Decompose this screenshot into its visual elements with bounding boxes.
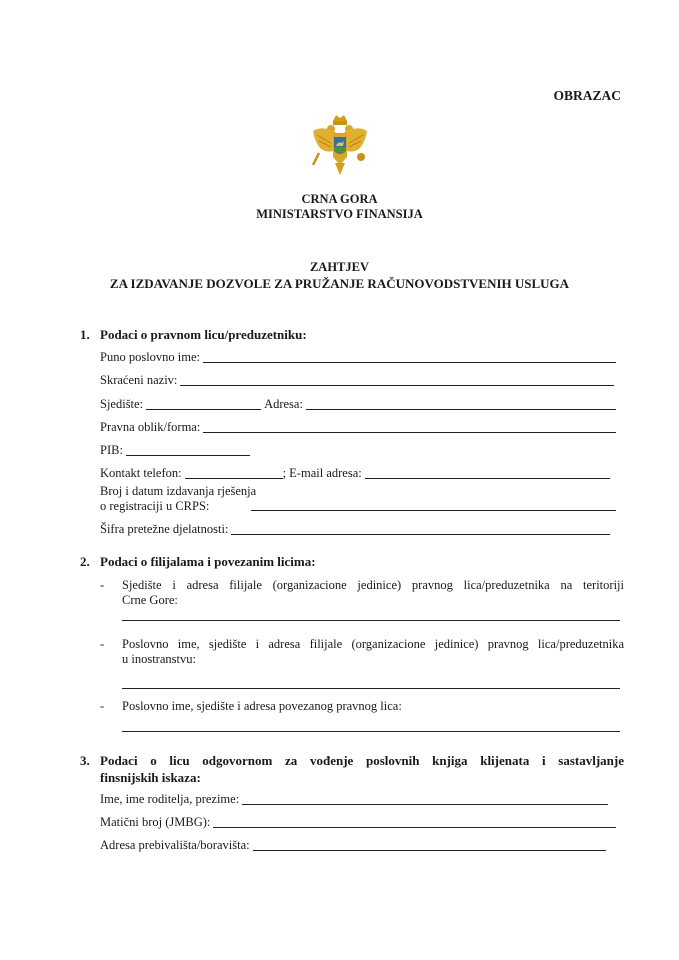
legal-form-label: Pravna oblik/forma: [100, 420, 201, 434]
full-name-input[interactable] [203, 350, 616, 363]
legal-form-input[interactable] [203, 420, 616, 433]
activity-code-field[interactable] [100, 522, 610, 537]
phone-label: Kontakt telefon: [100, 466, 182, 480]
section-2-number: 2. [80, 554, 90, 569]
pib-label: PIB: [100, 443, 123, 457]
crps-label-line1: Broj i datum izdavanja rješenja [100, 484, 257, 498]
short-name-field[interactable] [100, 373, 614, 388]
crps-input[interactable] [251, 510, 616, 511]
pib-input[interactable] [126, 443, 250, 456]
section-1-number: 1. [80, 327, 90, 342]
phone-input[interactable] [185, 466, 283, 479]
address-label: Adresa: [264, 397, 303, 411]
email-label: ; E-mail adresa: [282, 466, 362, 480]
section-1-title: Podaci o pravnom licu/preduzetniku: [100, 327, 307, 342]
bullet-dash: - [100, 578, 105, 592]
seat-address-row [100, 397, 616, 412]
branch-foreign-input[interactable] [122, 688, 620, 689]
branch-domestic-text-line1: Sjedište i adresa filijale (organizacione jedinice) pravnog lica/preduzetnika na teritoriji [122, 578, 624, 592]
activity-code-input[interactable] [231, 522, 610, 535]
document-subtitle: ZA IZDAVANJE DOZVOLE ZA PRUŽANJE RAČUNOVODSTVENIH USLUGA [109, 276, 570, 291]
full-name-field[interactable] [100, 350, 616, 365]
bullet-dash: - [100, 637, 105, 651]
branch-foreign-text-line2: u inostranstvu: [122, 652, 196, 666]
related-entity-item [100, 699, 624, 715]
branch-domestic-text-line2: Crne Gore: [122, 593, 178, 607]
bullet-dash: - [100, 699, 105, 713]
form-label: OBRAZAC [553, 88, 621, 103]
seat-label: Sjedište: [100, 397, 144, 411]
pib-field[interactable] [100, 443, 250, 458]
document-title: ZAHTJEV [309, 260, 370, 274]
jmbg-field[interactable] [100, 815, 616, 830]
address-input[interactable] [306, 397, 616, 410]
residence-address-label: Adresa prebivališta/boravišta: [100, 838, 250, 852]
branch-domestic-input[interactable] [122, 620, 620, 621]
country-name: CRNA GORA [301, 192, 378, 206]
activity-code-label: Šifra pretežne djelatnosti: [100, 522, 229, 536]
seat-input[interactable] [146, 397, 261, 410]
branch-domestic-item [100, 578, 624, 610]
crps-label-line2: o registraciji u CRPS: [100, 499, 210, 513]
short-name-label: Skraćeni naziv: [100, 373, 178, 387]
montenegro-coat-of-arms-icon [309, 113, 371, 181]
section-3-number: 3. [80, 753, 90, 768]
email-input[interactable] [365, 466, 610, 479]
related-entity-text: Poslovno ime, sjedište i adresa povezanog pravnog lica: [122, 699, 402, 713]
branch-foreign-item [100, 637, 624, 669]
contact-row [100, 466, 610, 481]
residence-address-input[interactable] [253, 838, 606, 851]
person-name-label: Ime, ime roditelja, prezime: [100, 792, 240, 806]
section-3-title-line2: finsnijskih iskaza: [100, 770, 201, 785]
related-entity-input[interactable] [122, 731, 620, 732]
ministry-name: MINISTARSTVO FINANSIJA [256, 207, 423, 221]
section-3-title-line1: Podaci o licu odgovornom za vođenje poslovnih knjiga klijenata i sastavljanje [100, 753, 624, 768]
jmbg-label: Matični broj (JMBG): [100, 815, 211, 829]
short-name-input[interactable] [180, 373, 614, 386]
jmbg-input[interactable] [213, 815, 616, 828]
crps-label [100, 484, 256, 514]
section-2-title: Podaci o filijalama i povezanim licima: [100, 554, 316, 569]
branch-foreign-text-line1: Poslovno ime, sjedište i adresa filijale (organizacione jedinice) pravnog lica/preduzetnika [122, 637, 624, 651]
legal-form-field[interactable] [100, 420, 616, 435]
full-name-label: Puno poslovno ime: [100, 350, 201, 364]
residence-address-field[interactable] [100, 838, 606, 853]
person-name-input[interactable] [242, 792, 608, 805]
person-name-field[interactable] [100, 792, 608, 807]
